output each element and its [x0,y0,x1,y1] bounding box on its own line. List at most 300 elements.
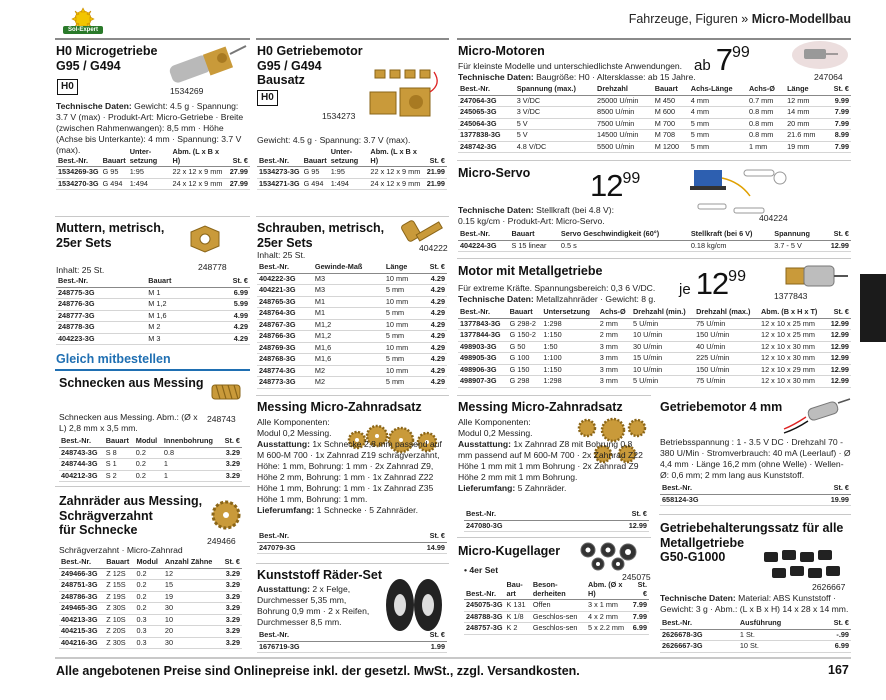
price-cell: 3.29 [221,470,243,482]
getriebehalter-title: Getriebehalterungssatz für alle Metallgetriebe G50-G1000 [660,521,844,564]
article-number[interactable]: 498907-3G [458,376,508,388]
table-row [257,296,447,308]
table-cell: M 1,2 [146,299,206,311]
article-number[interactable]: 248769-3G [257,342,313,354]
article-number[interactable]: 249465-3G [59,603,104,615]
divider [256,216,449,217]
breadcrumb [629,12,851,26]
table-cell: 0.7 mm [747,95,785,107]
table-cell: 0.8 mm [747,130,785,142]
table-cell: S 8 [104,447,134,459]
table-cell: 0.2 [134,568,162,580]
table-row [257,319,447,331]
table-cell: 75 U/min [694,376,759,388]
article-number[interactable]: 247079-3G [257,542,380,554]
table-cell: 5500 U/min [595,141,653,153]
table-cell: 30 U/min [631,341,694,353]
zahnraeder-text: Schrägverzahnt · Micro-Zahnrad [59,545,183,555]
table-cell: 4 mm [689,107,747,119]
column-header: Best.-Nr. [464,509,583,520]
article-number[interactable]: 248777-3G [56,310,146,322]
price-cell: 12.99 [826,376,851,388]
table-cell: 12 x 10 x 30 mm [759,376,826,388]
article-number[interactable]: 248775-3G [56,287,146,299]
price-cell: 14.99 [380,542,447,554]
h0-badge: H0 [257,90,278,106]
getriebehalter-table [660,618,851,653]
table-row [458,118,851,130]
column-header: Abm. (B x H x T) [759,307,826,318]
table-cell: 5 mm [384,308,420,320]
column-header: Best.-Nr. [458,307,508,318]
table-cell: 150 U/min [694,330,759,342]
column-header: Bauart [653,84,689,95]
h0-badge: H0 [57,79,78,95]
table-row [257,285,447,297]
footer-divider [55,657,851,659]
table-cell: 10 U/min [631,330,694,342]
table-cell: 3 mm [598,353,631,365]
page-number: 167 [828,663,849,677]
article-number[interactable]: 247064-3G [458,95,515,107]
price-cell: 3.29 [220,580,242,592]
article-number[interactable]: 248786-3G [59,591,104,603]
table-cell: Geschlos-sen [531,623,586,635]
table-cell: 1:100 [541,353,597,365]
table-cell: 20 [163,626,220,638]
table-cell: Z 30S [104,603,134,615]
table-row [59,603,242,615]
micromotoren-table [458,84,851,153]
table-cell: 0.8 [162,447,221,459]
divider [457,258,851,259]
article-number[interactable]: 245075-3G [466,600,503,609]
column-header: St. € [826,307,851,318]
gearmotor-image [782,262,850,290]
price-cell: 3.29 [220,591,242,603]
table-cell: M 1 [146,287,206,299]
servo-artno: 404224 [759,213,788,223]
column-header: Best.-Nr. [257,147,302,167]
price-cell: 12.99 [826,330,851,342]
table-cell: Z 15S [104,580,134,592]
table-cell: 0.8 mm [747,118,785,130]
table-cell: M3 [313,273,384,285]
article-number[interactable]: 498906-3G [458,364,508,376]
article-number[interactable]: 1534271-3G [259,178,300,188]
getriebemotor-image [330,62,448,132]
micromotoren-artno: 247064 [814,72,843,82]
column-header: St. € [583,509,649,520]
table-row [59,626,242,638]
article-number[interactable]: 248788-3G [466,611,503,621]
table-cell: Z 10S [104,614,134,626]
column-header: Bauart [146,276,206,287]
table-row [458,240,851,252]
column-header: Best.-Nr. [56,147,101,167]
article-number[interactable]: 248751-3G [59,580,104,592]
table-cell: 24 x 12 x 9 mm [171,178,228,190]
table-row [257,342,447,354]
price-cell: 27.99 [228,178,250,190]
table-cell: 5 x 2.2 mm [586,623,630,635]
article-number[interactable]: 658124-3G [660,494,783,506]
price-cell: 3.29 [220,626,242,638]
micromotoren-text: Für kleinste Modelle und unterschiedlichste Anwendungen. Technische Daten: Baugröße: H0 · Altersklasse: ab 15 Jahre. [458,61,696,82]
servo-table [458,229,851,252]
table-cell: M3 [313,285,384,297]
divider [256,395,449,396]
article-number[interactable]: 248776-3G [56,299,146,311]
price-cell: 1.99 [389,641,447,653]
table-cell: M 708 [653,130,689,142]
price-cell: 4.29 [420,342,447,354]
breadcrumb-category[interactable]: Fahrzeuge, Figuren [628,12,738,26]
table-row [59,580,242,592]
article-number[interactable]: 245064-3G [458,118,515,130]
table-row [56,287,250,299]
article-number[interactable]: 498903-3G [458,341,508,353]
kugellager-title: Micro-Kugellager [458,544,561,558]
microgetriebe-artno: 1534269 [170,86,204,96]
table-row [458,130,851,142]
messing1-text: Alle Komponenten: Modul 0,2 Messing. Ausstattung: 1x Schnecke 2,8 mm passend auf M 600-M 700 · 1x Zahnrad Z19 schrägverzahnt, Höhe: 1 mm, Bohrung: 1 mm · 2x Zahnrad Z9, Höhe 2 mm, Bohrung: 1 mm · 1x Zahnrad Z22 Höhe 1 mm, Bohrung: 1 mm · 1x Zahnrad Z35 Höhe 1 mm, Bohrung: 1 mm. Lieferumfang: 1 Schnecke · 5 Zahnräder. [257,417,442,515]
article-number[interactable]: 1377838-3G [458,130,515,142]
column-header: Abm. (L x B x H) [171,147,228,167]
table-cell: 0.3 [134,626,162,638]
table-cell: 5 V [515,130,595,142]
table-header-row [660,483,851,494]
table-row [458,107,851,119]
table-cell: M 2 [146,322,206,334]
table-cell: M 600 [653,107,689,119]
column-header: Spannung (max.) [515,84,595,95]
zahnraeder-title: Zahnräder aus Messing, Schrägverzahnt für Schnecke [59,494,203,537]
table-row [257,377,447,389]
table-cell: 1:494 [329,178,369,190]
table-row [257,308,447,320]
table-cell: M 3 [146,333,206,345]
table-cell: 10 mm [384,365,420,377]
getriebemotor4-text: Betriebsspannung : 1 - 3.5 V DC · Drehzahl 70 - 380 U/Min · Stromverbrauch: 40 mA (Leerlauf) · Ø 4,4 mm · Länge 16,2 mm (ohne Welle) · Wellen-Ø: 0,6 mm; 2 mm lang aus Kunststoff. [660,437,851,480]
column-header: St. € [817,618,851,629]
column-header: Best.-Nr. [257,630,389,641]
divider [256,38,449,40]
table-row [458,353,851,365]
column-header: Bauart [508,307,542,318]
table-cell: 1:150 [541,364,597,376]
price-cell: 27.99 [228,167,250,179]
article-number[interactable]: 248744-3G [59,459,104,471]
table-cell: 1:298 [541,318,597,330]
column-header: Drehzahl (min.) [631,307,694,318]
price-cell: 4.29 [420,308,447,320]
table-cell: G 298 [508,376,542,388]
table-header-row [464,580,649,600]
column-header: Untersetzung [541,307,597,318]
table-cell: 10 St. [738,641,817,653]
table-cell: 4 x 2 mm [586,611,630,623]
table-row [56,299,250,311]
price-cell: 21.99 [425,167,447,179]
table-cell: 3 V/DC [515,95,595,107]
table-cell: 14500 U/min [595,130,653,142]
article-number[interactable]: 248757-3G [466,623,503,632]
table-header-row [59,436,242,447]
article-number[interactable]: 248743-3G [59,447,104,459]
article-number[interactable]: 404213-3G [59,614,104,626]
nut-image [185,224,231,258]
footer-note: Alle angebotenen Preise sind Onlinepreise inkl. der gesetzl. MwSt., zzgl. Versandkosten. [56,664,580,678]
table-cell: S 2 [104,470,134,482]
price-cell: 4.29 [420,319,447,331]
motor-price: je $12^{99}$ [679,266,746,301]
table-row [56,167,250,179]
table-cell: 3 x 1 mm [586,600,630,612]
motor-artno: 1377843 [774,291,808,301]
messing2-title: Messing Micro-Zahnradsatz [458,400,623,414]
table-cell: 1 [162,470,221,482]
table-cell: K 1/8 [505,611,531,623]
price-cell: 12.99 [826,341,851,353]
table-cell: M1,6 [313,354,384,366]
getriebemotor4-title: Getriebemotor 4 mm [660,400,783,414]
table-cell: 3 mm [598,376,631,388]
table-row [59,614,242,626]
price-cell: 9.99 [826,95,851,107]
kunststoff-text: Ausstattung: 2 x Felge, Durchmesser 5,35 mm, Bohrung 0,9 mm · 2 x Reifen, Durchmesser 8,5 mm. [257,584,370,627]
table-cell: M1,6 [313,342,384,354]
table-cell: 5 mm [689,141,747,153]
motor-table [458,307,851,388]
table-cell: M2 [313,377,384,389]
price-cell: 4.29 [420,296,447,308]
table-cell: 3.7 - 5 V [772,240,822,252]
table-cell: S 15 linear [509,240,558,252]
table-row [458,376,851,388]
article-number[interactable]: 404223-3G [56,333,146,345]
table-cell: 0.2 [134,447,162,459]
micromotoren-title: Micro-Motoren [458,44,545,58]
column-header: Ausführung [738,618,817,629]
table-row [59,591,242,603]
column-header: Servo Geschwindigkeit (60°) [559,229,689,240]
table-cell: M2 [313,365,384,377]
table-cell: 4 mm [689,95,747,107]
table-header-row [458,84,851,95]
table-cell: 0.2 [134,591,162,603]
kugellager-artno: 245075 [622,572,651,582]
article-number[interactable]: 404215-3G [59,626,104,638]
article-number[interactable]: 1676719-3G [257,641,389,653]
table-cell: 22 x 12 x 9 mm [368,167,424,179]
table-cell: 21.6 mm [785,130,826,142]
article-number[interactable]: 2626667-3G [660,641,738,653]
price-cell: 8.99 [826,130,851,142]
motor-text: Für extreme Kräfte. Spannungsbereich: 0,3 6 V/DC. Technische Daten: Metallzahnräder · Gewicht: 8 g. [458,283,656,304]
table-header-row [56,276,250,287]
table-cell: 12 x 10 x 25 mm [759,330,826,342]
table-cell: 19 mm [785,141,826,153]
table-cell: 12 mm [785,95,826,107]
column-header: Best.-Nr. [257,531,380,542]
article-number[interactable]: 1534270-3G [58,178,99,188]
article-number[interactable]: 248773-3G [257,377,313,389]
table-cell: G 95 [302,167,329,179]
motor-title: Motor mit Metallgetriebe [458,264,603,278]
article-number[interactable]: 404216-3G [59,637,104,649]
column-header: Modul [134,436,162,447]
microgetriebe-text: Technische Daten: Gewicht: 4.5 g · Spannung: 3.7 V (max) · Produkt-Art: Micro-Getriebe · Breite (zwischen Rahmenwangen): 8,5 mm · Höhe (Achse bis Unterkante): 4 mm · Spannung: 3.7 V (max). [56,101,244,155]
table-cell: G 150-2 [508,330,542,342]
table-header-row [257,531,447,542]
column-header: Bauart [302,147,329,167]
schrauben-title: Schrauben, metrisch, 25er Sets [257,221,385,250]
article-number[interactable]: 404212-3G [59,470,104,482]
table-cell: Offen [531,600,586,612]
article-number[interactable]: 1377843-3G [458,318,508,330]
price-cell: -.99 [817,629,851,641]
table-header-row [458,229,851,240]
table-cell: G 95 [101,167,128,179]
article-number[interactable]: 404224-3G [458,240,509,252]
table-row [56,322,250,334]
table-cell: 22 x 12 x 9 mm [171,167,228,179]
column-header: St. € [826,84,851,95]
column-header: Stellkraft (bei 6 V) [689,229,772,240]
column-header: Abm. (Ø x H) [586,580,630,600]
column-header: Beson-derheiten [531,580,586,600]
article-number[interactable]: 247080-3G [464,520,583,532]
table-cell: 3 mm [598,341,631,353]
price-cell: 3.29 [221,447,243,459]
table-row [660,629,851,641]
article-number[interactable]: 248742-3G [458,141,515,153]
table-cell: 0.18 kg/cm [689,240,772,252]
table-cell: 12 x 10 x 25 mm [759,318,826,330]
table-header-row [56,147,250,167]
table-row [59,459,242,471]
table-cell: 3 V/DC [515,107,595,119]
divider [659,514,851,515]
price-cell: 4.29 [420,331,447,343]
price-cell: 12.99 [823,240,851,252]
article-number[interactable]: 249466-3G [59,568,104,580]
column-header: St. € [630,580,649,600]
column-header: Achs-Ø [747,84,785,95]
article-number[interactable]: 1377844-3G [458,330,508,342]
table-row [458,141,851,153]
table-cell: 5 mm [689,130,747,142]
kugellager-table [464,580,649,635]
column-header: Achs-Länge [689,84,747,95]
article-number[interactable]: 404222-3G [257,273,313,285]
kunststoff-title: Kunststoff Räder-Set [257,568,383,582]
table-header-row [257,147,447,167]
price-cell: 6.99 [207,287,250,299]
column-header: St. € [389,630,447,641]
column-header: Best.-Nr. [458,229,509,240]
article-number[interactable]: 2626678-3G [660,629,738,641]
article-number[interactable]: 248766-3G [257,331,313,343]
price-cell: 3.29 [220,603,242,615]
table-cell: K 131 [505,600,531,612]
column-header: Unter-setzung [128,147,171,167]
table-cell: 1:494 [128,178,171,190]
column-header: Unter-setzung [329,147,369,167]
article-number[interactable]: 248768-3G [257,354,313,366]
getriebemotor-title: H0 Getriebemotor G95 / G494 Bausatz [257,44,363,87]
table-cell: K 2 [505,623,531,635]
table-row [257,365,447,377]
table-cell: 12 x 10 x 29 mm [759,364,826,376]
getriebemotor-text: Gewicht: 4.5 g · Spannung: 3.7 V (max). [257,135,411,145]
table-row [464,623,649,635]
table-row [59,637,242,649]
column-header: Spannung [772,229,822,240]
article-number[interactable]: 1534273-3G [259,167,300,176]
table-cell: 3 mm [598,364,631,376]
table-row [458,330,851,342]
article-number[interactable]: 248767-3G [257,319,313,331]
table-cell: 12 x 10 x 30 mm [759,341,826,353]
getriebehalter-text: Technische Daten: Material: ABS Kunststoff · Gewicht: 3 g · Abm.: (L x B x H) 14 x 28 x 14 mm. [660,593,849,614]
table-cell: 5 mm [384,331,420,343]
article-number[interactable]: 1534269-3G [58,167,99,176]
table-cell: 15 [163,580,220,592]
table-cell: 1:95 [329,167,369,179]
article-number[interactable]: 248774-3G [257,365,313,377]
table-cell: Z 19S [104,591,134,603]
table-row [464,520,649,532]
schrauben-text: Inhalt: 25 St. [257,250,306,260]
table-row [257,331,447,343]
table-cell: 0.5 s [559,240,689,252]
micromotoren-price: ab $7^{99}$ [694,42,750,77]
table-cell: 15 U/min [631,353,694,365]
column-header: Best.-Nr. [458,84,515,95]
table-row [257,273,447,285]
table-cell: Z 12S [104,568,134,580]
article-number[interactable]: 404221-3G [257,285,313,297]
table-row [458,318,851,330]
table-cell: 5 mm [384,377,420,389]
article-number[interactable]: 248778-3G [56,322,146,334]
table-header-row [660,618,851,629]
schnecken-title: Schnecken aus Messing [59,376,204,390]
article-number[interactable]: 248765-3G [257,296,313,308]
logo-text: Sol-Expert [67,27,98,33]
article-number[interactable]: 498905-3G [458,353,508,365]
column-header: St. € [425,147,447,167]
article-number[interactable]: 245065-3G [458,107,515,119]
table-cell: 12 [163,568,220,580]
table-cell: 10 mm [384,273,420,285]
chapter-tab[interactable] [860,274,886,342]
column-header: Modul [134,557,162,568]
table-cell: 10 mm [384,342,420,354]
table-cell: G 100 [508,353,542,365]
table-header-row [464,509,649,520]
price-cell: 21.99 [425,178,447,190]
article-number[interactable]: 248764-3G [257,308,313,320]
table-row [660,494,851,506]
table-cell: M1 [313,308,384,320]
price-cell: 5.99 [207,299,250,311]
table-row [56,333,250,345]
messing2-text: Alle Komponenten: Modul 0,2 Messing. Ausstattung: 1x Zahnrad Z8 mit Bohrung 0,8 mm passend auf M 600-M 700 · 2x Zahnrad Z22 Höhe 1 mm mit 1 mm Bohrung · 2x Zahnrad Z9 Höhe 2 mm mit 1 mm Bohrung. Lieferumfang: 5 Zahnräder. [458,417,643,493]
zahnraeder-table [59,557,242,649]
